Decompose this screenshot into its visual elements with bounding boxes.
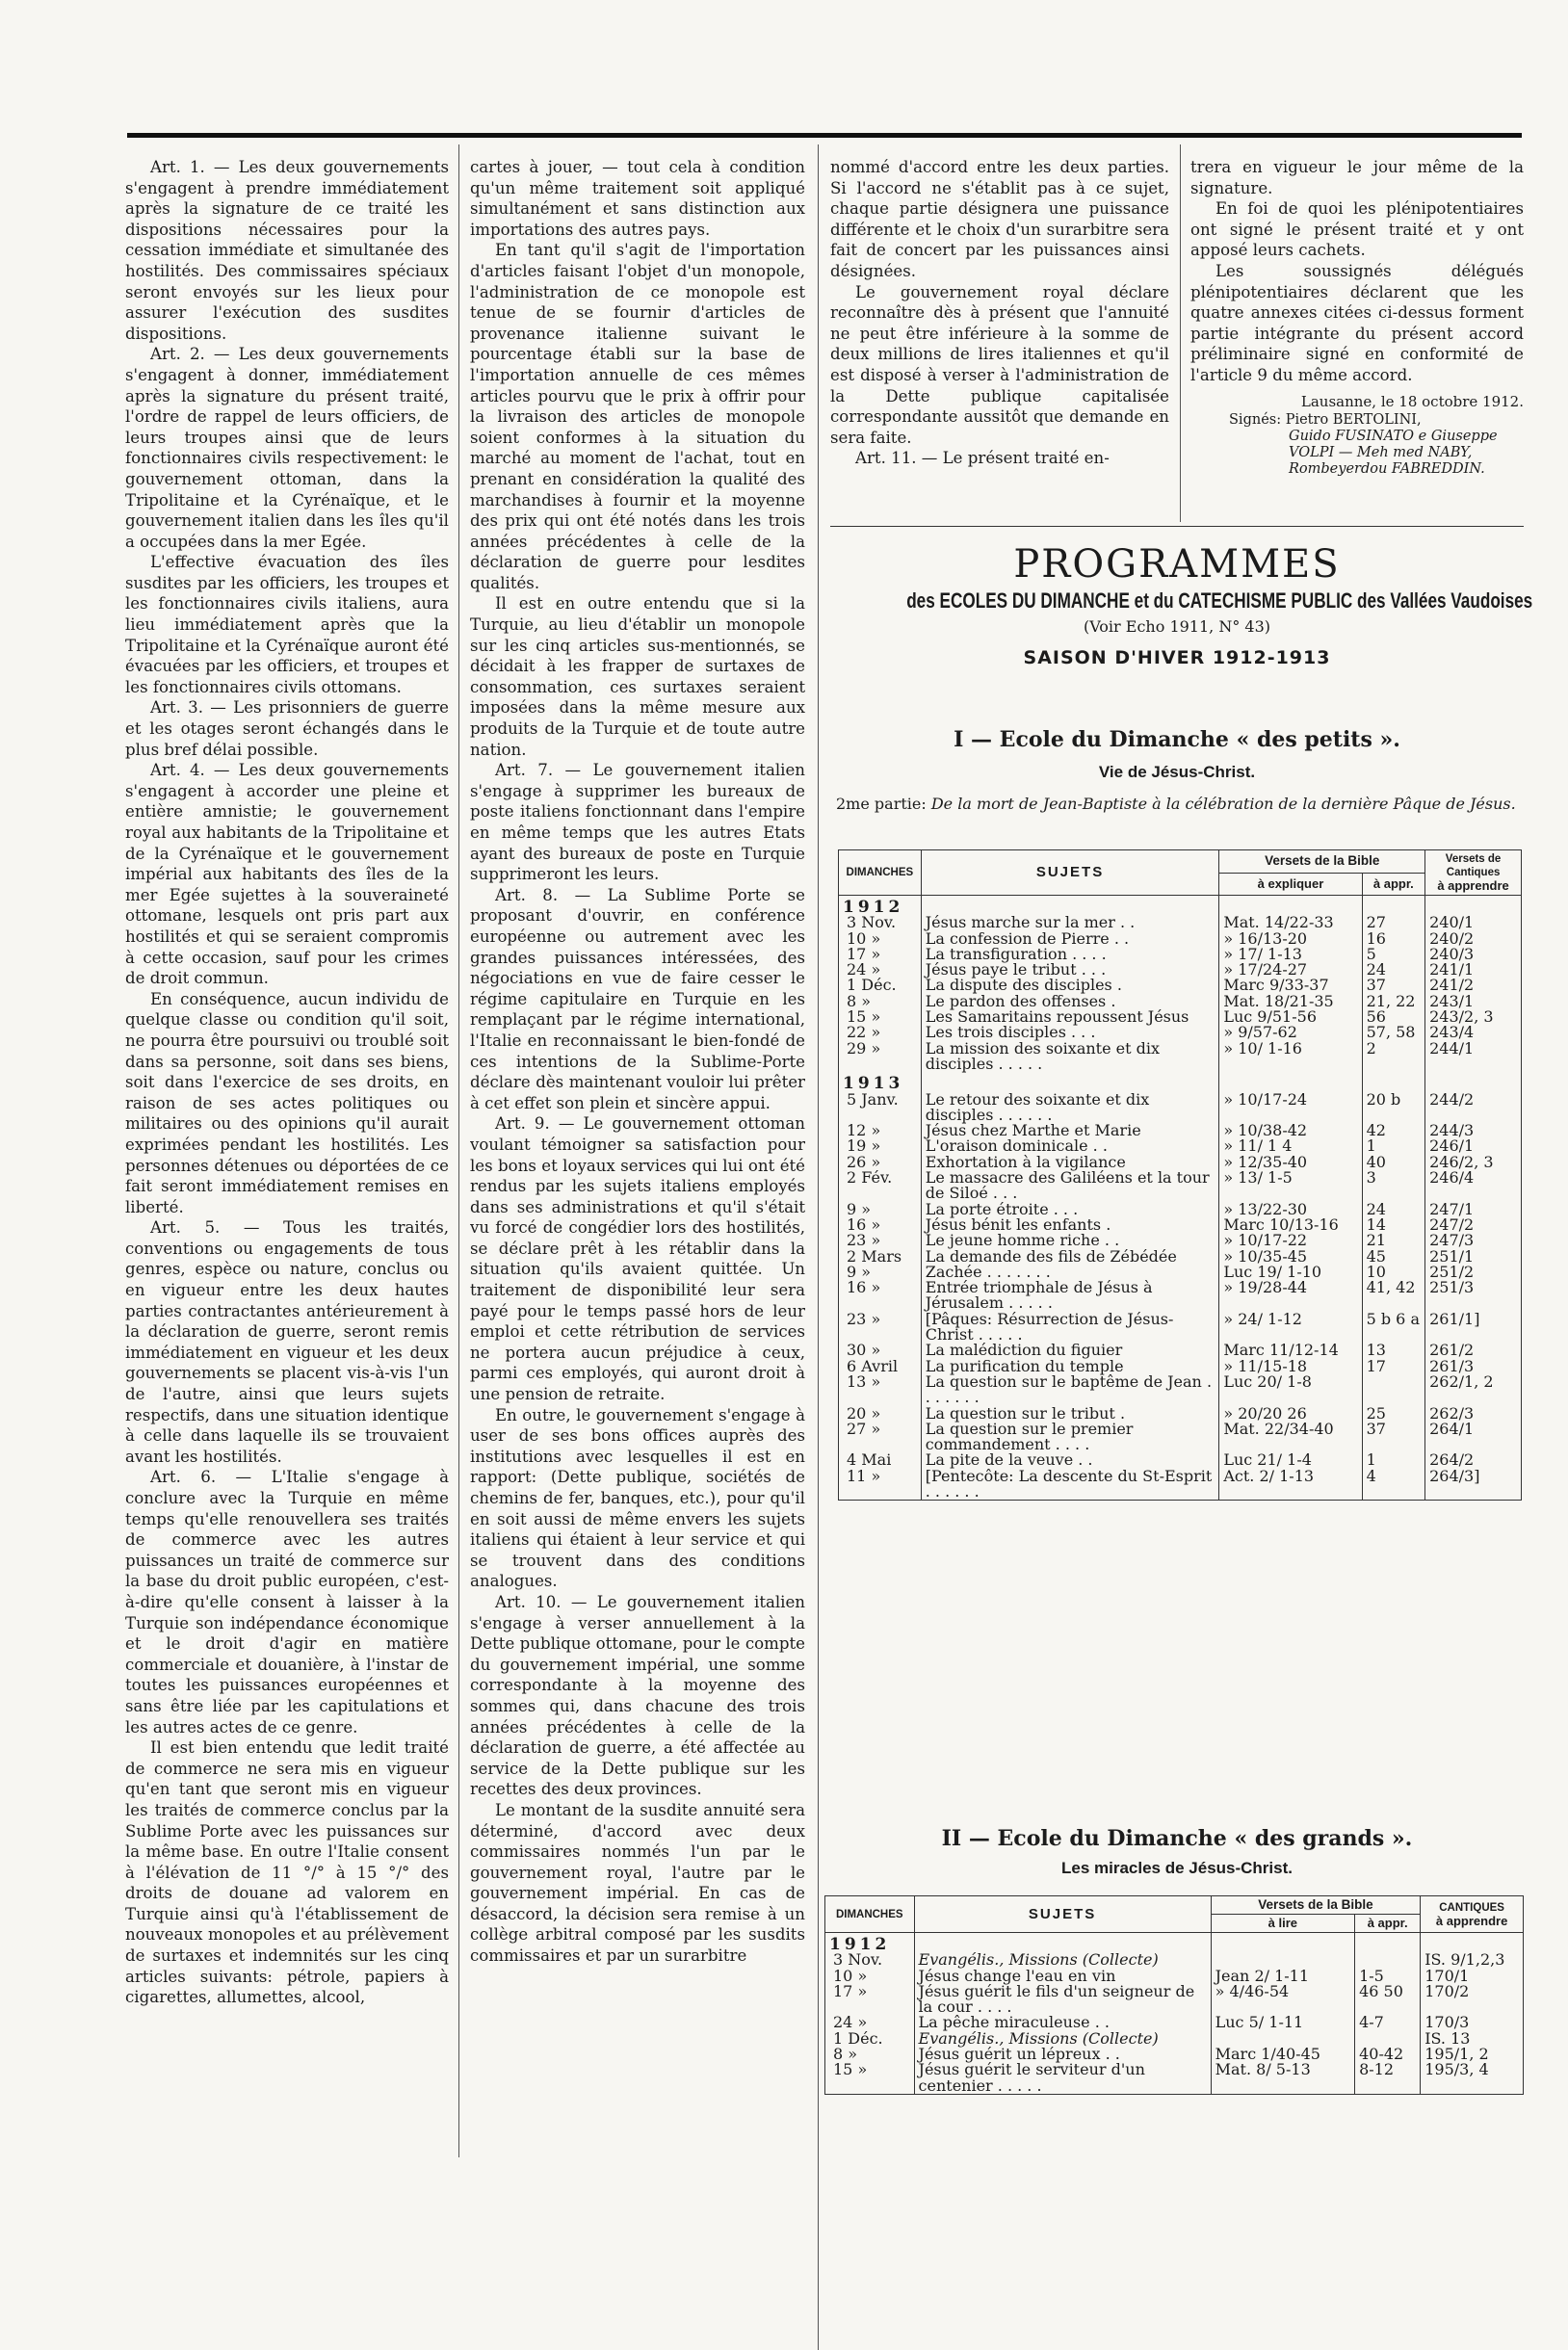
paragraph: Art. 2. — Les deux gouvernements s'engagent à donner, immédiatement après la signature du présent traité, l'ordre de rappel de leurs officiers, de leurs troupes ainsi que de leurs fonctionnaires civils respectivement: le gouvernement ottoman, dans la Tripolitaine et la Cyrénaïque, et le gouvernement italien dans les îles qu'il a occupées dans la mer Egée. <box>125 345 449 551</box>
year-row <box>839 1072 1522 1091</box>
hymn-cell: 262/1, 2 <box>1425 1374 1522 1406</box>
verse-ref-cell: Luc 20/ 1-8 <box>1219 1374 1362 1406</box>
verse-learn-cell: 37 <box>1362 1422 1425 1453</box>
hymn-cell: 240/3 <box>1425 947 1522 962</box>
verse-ref-cell: Mat. 8/ 5-13 <box>1211 2062 1354 2094</box>
verse-ref-cell: » 24/ 1-12 <box>1219 1312 1362 1344</box>
date-cell: 1 Déc. <box>825 2031 915 2047</box>
cantiques-label: Versets de Cantiques <box>1445 853 1502 878</box>
treaty-column-2 <box>470 157 805 2155</box>
subject-cell: La pêche miraculeuse . . <box>914 2015 1211 2030</box>
section-1-subtitle: Vie de Jésus-Christ. <box>1098 763 1256 781</box>
hymn-cell: 264/2 <box>1425 1452 1522 1468</box>
paragraph: En outre, le gouvernement s'engage à user de ses bons offices auprès des institutions avec lesquelles il est en rapport: (Dette publique, sociétés de chemins de fer, banques, etc.), pour qu'il en soit aussi de même envers les sujets italiens qui étaient à leur service et qui se trouvent dans des conditions analogues. <box>470 1405 805 1591</box>
verse-learn-cell: 40 <box>1362 1155 1425 1170</box>
hymn-cell: 240/1 <box>1425 915 1522 930</box>
verse-learn-cell: 21 <box>1362 1233 1425 1248</box>
treaty-column-3 <box>830 157 1169 504</box>
column-divider <box>818 144 819 2350</box>
hymn-cell: 251/2 <box>1425 1265 1522 1280</box>
section-2-subtitle: Les miracles de Jésus-Christ. <box>1060 1859 1293 1877</box>
verse-learn-cell: 1 <box>1362 1452 1425 1468</box>
section-1-part <box>836 795 1520 814</box>
date-cell: 13 » <box>839 1374 922 1406</box>
subject-cell: Jésus paye le tribut . . . <box>921 962 1219 978</box>
paragraph: cartes à jouer, — tout cela à condition qu'un même traitement soit appliqué simultanément et sans distinction aux importations des autres pays. <box>470 158 805 239</box>
date-cell: 16 » <box>839 1280 922 1312</box>
col-header-versets: Versets de la Bible <box>1211 1896 1421 1915</box>
hymn-cell: 264/1 <box>1425 1422 1522 1453</box>
subject-cell: La confession de Pierre . . <box>921 931 1219 947</box>
programmes-reference: (Voir Echo 1911, N° 43) <box>1083 617 1271 636</box>
hymn-cell: 244/3 <box>1425 1123 1522 1138</box>
verse-ref-cell: » 13/ 1-5 <box>1219 1170 1362 1202</box>
subject-cell: La malédiction du figuier <box>921 1343 1219 1358</box>
empty-cell <box>1211 1933 1354 1953</box>
subject-cell: Le massacre des Galiléens et la tour de Siloé . . . <box>921 1170 1219 1202</box>
paragraph: Art. 10. — Le gouvernement italien s'engage à verser annuellement à la Dette publique ottomane, pour le compte du gouvernement impérial, une somme correspondante à la moyenne des sommes qui, dans chacune des trois années précédentes à celle de la déclaration de guerre, a été affectée au service de la Dette publique sur les recettes des deux provinces. <box>470 1592 805 1799</box>
hymn-cell: 240/2 <box>1425 931 1522 947</box>
empty-cell <box>1362 1072 1425 1091</box>
apprendre-label: à apprendre <box>1437 878 1509 893</box>
year-label: 1912 <box>825 1933 915 1953</box>
verse-ref-cell: Luc 19/ 1-10 <box>1219 1265 1362 1280</box>
verse-learn-cell: 1-5 <box>1355 1969 1421 1984</box>
treaty-column-1 <box>125 157 449 2141</box>
schedule-row <box>839 1469 1522 1501</box>
hymn-cell: 243/2, 3 <box>1425 1009 1522 1025</box>
subject-cell: Entrée triomphale de Jésus à Jérusalem . . . . . <box>921 1280 1219 1312</box>
subject-cell: Le retour des soixante et dix disciples . . . . . . <box>921 1092 1219 1124</box>
hymn-cell: 243/1 <box>1425 994 1522 1009</box>
column-divider <box>458 144 459 2157</box>
verse-ref-cell: Marc 9/33-37 <box>1219 978 1362 993</box>
date-cell: 2 Mars <box>839 1249 922 1265</box>
paragraph: En conséquence, aucun individu de quelque classe ou condition qu'il soit, ne pourra être poursuivi ou troublé soit dans sa personne, soit dans ses biens, soit dans l'exercice de ses droits, en raison de ses actes politiques ou militaires ou des opinions qu'il aurait exprimées pendant les hostilités. Les personnes détenues ou déportées de ce fait seront immédiatement remises en liberté. <box>125 989 449 1216</box>
col-header-sujets: SUJETS <box>914 1896 1211 1933</box>
paragraph: En tant qu'il s'agit de l'importation d'articles faisant l'objet d'un monopole, l'administration de ce monopole est tenue de se fournir d'articles de provenance italienne suivant le pourcentage établi sur la base de l'importation annuelle de ces mêmes articles pourvu que le prix à offrir pour la livraison des articles de monopole soient conformes à la situation du marché au moment de l'achat, tout en prenant en considération la qualité des marchandises à fournir et la moyenne des prix qui ont été notés dans les trois années précédentes à celle de la déclaration de guerre pour lesdites qualités. <box>470 241 805 592</box>
subject-cell: Evangélis., Missions (Collecte) <box>914 2031 1211 2047</box>
verse-ref-cell: » 10/ 1-16 <box>1219 1041 1362 1073</box>
verse-learn-cell: 2 <box>1362 1041 1425 1073</box>
col-header-appr: à appr. <box>1355 1915 1421 1933</box>
col-header-versets: Versets de la Bible <box>1219 850 1425 874</box>
date-cell: 15 » <box>825 2062 915 2094</box>
col-header-appr: à appr. <box>1362 873 1425 896</box>
verse-learn-cell: 56 <box>1362 1009 1425 1025</box>
subject-cell: La porte étroite . . . <box>921 1202 1219 1217</box>
subject-cell: Les Samaritains repoussent Jésus <box>921 1009 1219 1025</box>
subject-cell: Jésus bénit les enfants . <box>921 1217 1219 1233</box>
date-cell: 24 » <box>825 2015 915 2030</box>
schedule-row <box>839 1422 1522 1453</box>
col-header-expliquer: à expliquer <box>1219 873 1362 896</box>
hymn-cell: 261/3 <box>1425 1359 1522 1374</box>
schedule-row <box>839 1312 1522 1344</box>
subject-cell: Le jeune homme riche . . <box>921 1233 1219 1248</box>
schedule-table-grands <box>824 1895 1524 2095</box>
subject-cell: Le pardon des offenses . <box>921 994 1219 1009</box>
subject-cell: Jésus change l'eau en vin <box>914 1969 1211 1984</box>
subject-cell: L'oraison dominicale . . <box>921 1138 1219 1154</box>
date-cell: 9 » <box>839 1265 922 1280</box>
col-header-dimanches: DIMANCHES <box>839 850 922 896</box>
verse-learn-cell: 20 b <box>1362 1092 1425 1124</box>
verse-ref-cell: Marc 1/40-45 <box>1211 2047 1354 2062</box>
schedule-row <box>825 2062 1524 2094</box>
paragraph: L'effective évacuation des îles susdites par les officiers, les troupes et les fonctionnaires civils italiens, aura lieu immédiatement après que la Tripolitaine et la Cyrénaïque auront été évacuées par les officiers, et troupes et les fonctionnaires civils ottomans. <box>125 553 449 696</box>
verse-learn-cell: 37 <box>1362 978 1425 993</box>
verse-learn-cell: 40-42 <box>1355 2047 1421 2062</box>
col-header-lire: à lire <box>1211 1915 1354 1933</box>
col-header-cantiques <box>1421 1896 1524 1933</box>
verse-ref-cell: » 17/24-27 <box>1219 962 1362 978</box>
col-header-sujets: SUJETS <box>921 850 1219 896</box>
section-rule <box>830 526 1524 527</box>
subject-cell: Les trois disciples . . . <box>921 1025 1219 1040</box>
verse-learn-cell: 10 <box>1362 1265 1425 1280</box>
date-cell: 11 » <box>839 1469 922 1501</box>
subject-cell: La question sur le tribut . <box>921 1406 1219 1422</box>
schedule-row <box>839 1041 1522 1073</box>
hymn-cell: 246/1 <box>1425 1138 1522 1154</box>
date-cell: 24 » <box>839 962 922 978</box>
hymn-cell: 247/2 <box>1425 1217 1522 1233</box>
subject-cell: La pite de la veuve . . <box>921 1452 1219 1468</box>
subject-cell: Jésus guérit le fils d'un seigneur de la cour . . . . <box>914 1984 1211 2016</box>
date-cell: 22 » <box>839 1025 922 1040</box>
subject-cell: Zachée . . . . . . . <box>921 1265 1219 1280</box>
date-cell: 1 Déc. <box>839 978 922 993</box>
verse-learn-cell: 3 <box>1362 1170 1425 1202</box>
verse-learn-cell: 45 <box>1362 1249 1425 1265</box>
date-cell: 8 » <box>839 994 922 1009</box>
paragraph: Les soussignés délégués plénipotentiaires déclarent que les quatre annexes citées ci-dessus forment partie intégrante du présent accord préliminaire signé en conformité de l'article 9 du même accord. <box>1190 261 1524 384</box>
verse-ref-cell: Mat. 18/21-35 <box>1219 994 1362 1009</box>
date-cell: 10 » <box>825 1969 915 1984</box>
schedule-row <box>839 1092 1522 1124</box>
verse-learn-cell: 25 <box>1362 1406 1425 1422</box>
verse-learn-cell: 5 <box>1362 947 1425 962</box>
verse-ref-cell: » 11/15-18 <box>1219 1359 1362 1374</box>
year-row <box>839 896 1522 916</box>
paragraph: nommé d'accord entre les deux parties. Si l'accord ne s'établit pas à ce sujet, chaque partie désignera une puissance différente et le choix d'un surarbitre sera fait de concert par les puissances ainsi désignées. <box>830 158 1169 280</box>
schedule-row <box>839 1280 1522 1312</box>
schedule-row <box>825 1984 1524 2016</box>
year-row <box>825 1933 1524 1953</box>
subject-cell: La purification du temple <box>921 1359 1219 1374</box>
signature-line: Signés: Pietro BERTOLINI, <box>1229 412 1422 429</box>
paragraph: Il est bien entendu que ledit traité de commerce ne sera mis en vigueur qu'en tant que seront mis en vigueur les traités de commerce conclus par la Sublime Porte avec les puissances sur la même base. En outre l'Italie consent à l'élévation de 11 °/° à 15 °/° des droits de douane ad valorem en Turquie ainsi qu'à l'établissement de nouveaux monopoles et au prélèvement de surtaxes et indemnités sur les cinq articles suivants: pétrole, papiers à cigarettes, allumettes, alcool, <box>125 1738 449 2007</box>
paragraph: Art. 4. — Les deux gouvernements s'engagent à accorder une pleine et entière amnistie; le gouvernement royal aux habitants de la Tripolitaine et de la Cyrénaïque et le gouvernement impérial aux habitants des îles de la mer Egée sujettes à la souveraineté ottomane, lesquels ont pris part aux hostilités et qui se seraient compromis à cette occasion, sauf pour les crimes de droit commun. <box>125 761 449 988</box>
verse-learn-cell: 1 <box>1362 1138 1425 1154</box>
hymn-cell: 246/2, 3 <box>1425 1155 1522 1170</box>
empty-cell <box>1355 1933 1421 1953</box>
verse-ref-cell: Jean 2/ 1-11 <box>1211 1969 1354 1984</box>
subject-cell: La demande des fils de Zébédée <box>921 1249 1219 1265</box>
programmes-title: PROGRAMMES <box>1013 542 1341 587</box>
verse-learn-cell: 42 <box>1362 1123 1425 1138</box>
paragraph: Art. 5. — Tous les traités, conventions ou engagements de tous genres, espèce ou nature, conclus ou en vigueur entre les deux hautes parties contractantes antérieurement à la déclaration de guerre, seront remis immédiatement en vigueur et les deux gouvernements se placent vis-à-vis l'un de l'autre, ainsi que leurs sujets respectifs, dans une situation identique à celle dans laquelle ils se trouvaient avant les hostilités. <box>125 1218 449 1466</box>
date-cell: 8 » <box>825 2047 915 2062</box>
paragraph: Art. 6. — L'Italie s'engage à conclure avec la Turquie en même temps qu'elle renouvellera ses traités de commerce avec les autres puissances un traité de commerce sur la base du droit public européen, c'est-à-dire qu'elle consent à laisser à la Turquie son indépendance économique et le droit d'agir en matière commerciale et douanière, à l'instar de toutes les puissances européennes et sans être liée par les capitulations et les autres actes de ce genre. <box>125 1468 449 1736</box>
signatures <box>1229 412 1524 478</box>
date-cell: 3 Nov. <box>825 1952 915 1968</box>
section-1-title: I — Ecole du Dimanche « des petits ». <box>954 727 1400 752</box>
paragraph: Art. 9. — Le gouvernement ottoman voulant témoigner sa satisfaction pour les bons et loyaux services qui lui ont été rendus par les sujets italiens employés dans ses administrations et qu'il s'était vu forcé de congédier lors des hostilités, se déclare prêt à les rétablir dans la situation qu'ils avaient quittée. Un traitement de disponibilité leur sera payé pour le temps passé hors de leur emploi et cette rétribution de services ne portera aucun préjudice à ceux, parmi ces employés, qui auront droit à une pension de retraite. <box>470 1114 805 1404</box>
hymn-cell: 261/1] <box>1425 1312 1522 1344</box>
hymn-cell: 264/3] <box>1425 1469 1522 1501</box>
empty-cell <box>1425 896 1522 916</box>
subject-cell: Evangélis., Missions (Collecte) <box>914 1952 1211 1968</box>
schedule-row <box>839 1374 1522 1406</box>
year-label: 1912 <box>839 896 922 916</box>
signature-line: VOLPI — Meh med NABY, <box>1289 445 1473 461</box>
verse-ref-cell: » 4/46-54 <box>1211 1984 1354 2016</box>
date-cell: 10 » <box>839 931 922 947</box>
date-cell: 30 » <box>839 1343 922 1358</box>
hymn-cell: 261/2 <box>1425 1343 1522 1358</box>
verse-learn-cell: 5 b 6 a <box>1362 1312 1425 1344</box>
verse-ref-cell: » 17/ 1-13 <box>1219 947 1362 962</box>
verse-ref-cell: Luc 5/ 1-11 <box>1211 2015 1354 2030</box>
date-cell: 9 » <box>839 1202 922 1217</box>
verse-ref-cell: » 19/28-44 <box>1219 1280 1362 1312</box>
schedule-row <box>839 1170 1522 1202</box>
part-text: De la mort de Jean-Baptiste à la célébration de la dernière Pâque de Jésus. <box>930 795 1516 813</box>
verse-ref-cell: » 13/22-30 <box>1219 1202 1362 1217</box>
paragraph: Art. 11. — Le présent traité en- <box>855 449 1110 468</box>
paragraph: En foi de quoi les plénipotentiaires ont signé le présent traité et y ont apposé leurs cachets. <box>1190 199 1524 260</box>
hymn-cell: 246/4 <box>1425 1170 1522 1202</box>
subject-cell: Jésus chez Marthe et Marie <box>921 1123 1219 1138</box>
verse-ref-cell: » 9/57-62 <box>1219 1025 1362 1040</box>
part-label: 2me partie: <box>836 795 927 813</box>
header-rule <box>127 133 1522 138</box>
empty-cell <box>1219 896 1362 916</box>
subject-cell: La dispute des disciples . <box>921 978 1219 993</box>
verse-ref-cell: » 10/38-42 <box>1219 1123 1362 1138</box>
subject-cell: La mission des soixante et dix disciples . . . . . <box>921 1041 1219 1073</box>
signature-line: Guido FUSINATO e Giuseppe <box>1289 429 1498 445</box>
verse-ref-cell: » 20/20 26 <box>1219 1406 1362 1422</box>
programmes-header <box>830 542 1533 668</box>
col-header-dimanches: DIMANCHES <box>825 1896 915 1933</box>
hymn-cell: 241/2 <box>1425 978 1522 993</box>
date-cell: 6 Avril <box>839 1359 922 1374</box>
verse-learn-cell: 17 <box>1362 1359 1425 1374</box>
hymn-cell: 195/3, 4 <box>1421 2062 1524 2094</box>
verse-ref-cell: Marc 10/13-16 <box>1219 1217 1362 1233</box>
date-cell: 17 » <box>825 1984 915 2016</box>
date-cell: 3 Nov. <box>839 915 922 930</box>
date-cell: 16 » <box>839 1217 922 1233</box>
subject-cell: [Pâques: Résurrection de Jésus-Christ . . . . . <box>921 1312 1219 1344</box>
date-cell: 23 » <box>839 1233 922 1248</box>
date-cell: 12 » <box>839 1123 922 1138</box>
empty-cell <box>921 896 1219 916</box>
hymn-cell: 243/4 <box>1425 1025 1522 1040</box>
date-cell: 4 Mai <box>839 1452 922 1468</box>
date-cell: 17 » <box>839 947 922 962</box>
paragraph: Art. 3. — Les prisonniers de guerre et les otages seront échangés dans le plus bref délai possible. <box>125 698 449 759</box>
verse-learn-cell: 4 <box>1362 1469 1425 1501</box>
hymn-cell: 170/3 <box>1421 2015 1524 2030</box>
verse-ref-cell: Luc 21/ 1-4 <box>1219 1452 1362 1468</box>
verse-learn-cell: 4-7 <box>1355 2015 1421 2030</box>
subject-cell: La transfiguration . . . . <box>921 947 1219 962</box>
verse-ref-cell: Mat. 22/34-40 <box>1219 1422 1362 1453</box>
verse-ref-cell: » 12/35-40 <box>1219 1155 1362 1170</box>
paragraph: Il est en outre entendu que si la Turquie, au lieu d'établir un monopole sur les cinq articles sus-mentionnés, se décidait à les frapper de surtaxes de consommation, ces surtaxes seraient imposées dans la même mesure aux produits de la Turquie et de toute autre nation. <box>470 594 805 759</box>
verse-ref-cell: » 10/35-45 <box>1219 1249 1362 1265</box>
verse-ref-cell: Mat. 14/22-33 <box>1219 915 1362 930</box>
subject-cell: Jésus guérit le serviteur d'un centenier . . . . . <box>914 2062 1211 2094</box>
empty-cell <box>1421 1933 1524 1953</box>
verse-learn-cell <box>1362 1374 1425 1406</box>
subject-cell: Exhortation à la vigilance <box>921 1155 1219 1170</box>
date-cell: 29 » <box>839 1041 922 1073</box>
hymn-cell: 195/1, 2 <box>1421 2047 1524 2062</box>
col-header-cantiques <box>1425 850 1522 896</box>
cantiques-label: CANTIQUES <box>1439 1901 1504 1914</box>
verse-learn-cell: 8-12 <box>1355 2062 1421 2094</box>
verse-ref-cell: » 16/13-20 <box>1219 931 1362 947</box>
paragraph: Art. 8. — La Sublime Porte se proposant d'ouvrir, en conférence européenne ou autrement avec les grandes puissances intéressées, des négociations en vue de faire cesser le régime capitulaire en Turquie en les remplaçant par le régime international, l'Italie en reconnaissant le bien-fondé de ces intentions de la Sublime-Porte déclare dès maintenant vouloir lui prêter à cet effet son plein et sincère appui. <box>470 885 805 1112</box>
subject-cell: Jésus guérit un lépreux . . <box>914 2047 1211 2062</box>
hymn-cell: 247/3 <box>1425 1233 1522 1248</box>
hymn-cell: 170/1 <box>1421 1969 1524 1984</box>
paragraph: Art. 7. — Le gouvernement italien s'engage à supprimer les bureaux de poste italiens fonctionnant dans l'empire en même temps que les autres Etats ayant des bureaux de poste en Turquie supprimeront les leurs. <box>470 761 805 884</box>
verse-learn-cell: 41, 42 <box>1362 1280 1425 1312</box>
empty-cell <box>1219 1072 1362 1091</box>
verse-learn-cell: 21, 22 <box>1362 994 1425 1009</box>
section-2-title: II — Ecole du Dimanche « des grands ». <box>941 1826 1413 1851</box>
date-cell: 27 » <box>839 1422 922 1453</box>
verse-learn-cell: 57, 58 <box>1362 1025 1425 1040</box>
verse-learn-cell: 13 <box>1362 1343 1425 1358</box>
hymn-cell: 251/3 <box>1425 1280 1522 1312</box>
hymn-cell: 244/1 <box>1425 1041 1522 1073</box>
year-label: 1913 <box>839 1072 922 1091</box>
date-cell: 23 » <box>839 1312 922 1344</box>
paragraph: Art. 1. — Les deux gouvernements s'engagent à prendre immédiatement après la signature de ce traité les dispositions nécessaires pour la cessation immédiate et simultanée des hostilités. Des commissaires spéciaux seront envoyés sur les lieux pour assurer l'exécution des susdites dispositions. <box>125 158 449 343</box>
date-cell: 5 Janv. <box>839 1092 922 1124</box>
verse-ref-cell: » 10/17-24 <box>1219 1092 1362 1124</box>
verse-ref-cell: Marc 11/12-14 <box>1219 1343 1362 1358</box>
treaty-column-4 <box>1190 157 1524 523</box>
date-cell: 19 » <box>839 1138 922 1154</box>
empty-cell <box>914 1933 1211 1953</box>
signature-line: Rombeyerdou FABREDDIN. <box>1289 461 1485 478</box>
verse-ref-cell: » 11/ 1 4 <box>1219 1138 1362 1154</box>
date-cell: 15 » <box>839 1009 922 1025</box>
verse-learn-cell: 24 <box>1362 962 1425 978</box>
hymn-cell: IS. 13 <box>1421 2031 1524 2047</box>
paragraph: trera en vigueur le jour même de la signature. <box>1190 158 1524 197</box>
subject-cell: [Pentecôte: La descente du St-Esprit . . . . . . <box>921 1469 1219 1501</box>
hymn-cell: 262/3 <box>1425 1406 1522 1422</box>
verse-learn-cell: 27 <box>1362 915 1425 930</box>
empty-cell <box>1425 1072 1522 1091</box>
hymn-cell: IS. 9/1,2,3 <box>1421 1952 1524 1968</box>
verse-learn-cell: 46 50 <box>1355 1984 1421 2016</box>
treaty-date: Lausanne, le 18 octobre 1912. <box>1300 392 1524 410</box>
verse-learn-cell: 24 <box>1362 1202 1425 1217</box>
subject-cell: Jésus marche sur la mer . . <box>921 915 1219 930</box>
verse-ref-cell: Luc 9/51-56 <box>1219 1009 1362 1025</box>
paragraph: Le gouvernement royal déclare reconnaître dès à présent que l'annuité ne peut être inférieure à la somme de deux millions de lires italiennes et qu'il est disposé à verser à l'administration de la Dette publique capitalisée correspondante aussitôt que demande en sera faite. <box>830 282 1169 447</box>
paragraph: Le montant de la susdite annuité sera déterminé, d'accord avec deux commissaires nommés l'un par le gouvernement royal, l'autre par le gouvernement impérial. En cas de désaccord, la décision sera remise à un collège arbitral composé par les susdits commissaires et par un surarbitre <box>470 1800 805 1966</box>
schedule-table-petits <box>838 849 1522 1501</box>
hymn-cell: 244/2 <box>1425 1092 1522 1124</box>
verse-ref-cell: Act. 2/ 1-13 <box>1219 1469 1362 1501</box>
column-divider <box>1180 144 1181 522</box>
apprendre-label: à apprendre <box>1435 1913 1508 1928</box>
season-heading: SAISON D'HIVER 1912-1913 <box>1023 647 1331 668</box>
subject-cell: La question sur le premier commandement . . . . <box>921 1422 1219 1453</box>
verse-learn-cell: 14 <box>1362 1217 1425 1233</box>
subject-cell: La question sur le baptême de Jean . . . . . . . <box>921 1374 1219 1406</box>
empty-cell <box>921 1072 1219 1091</box>
hymn-cell: 170/2 <box>1421 1984 1524 2016</box>
hymn-cell: 251/1 <box>1425 1249 1522 1265</box>
date-cell: 26 » <box>839 1155 922 1170</box>
date-cell: 2 Fév. <box>839 1170 922 1202</box>
empty-cell <box>1362 896 1425 916</box>
hymn-cell: 241/1 <box>1425 962 1522 978</box>
programmes-subtitle: des ECOLES DU DIMANCHE et du CATECHISME PUBLIC des Vallées Vaudoises <box>906 588 1533 613</box>
verse-learn-cell: 16 <box>1362 931 1425 947</box>
date-cell: 20 » <box>839 1406 922 1422</box>
verse-ref-cell: » 10/17-22 <box>1219 1233 1362 1248</box>
hymn-cell: 247/1 <box>1425 1202 1522 1217</box>
